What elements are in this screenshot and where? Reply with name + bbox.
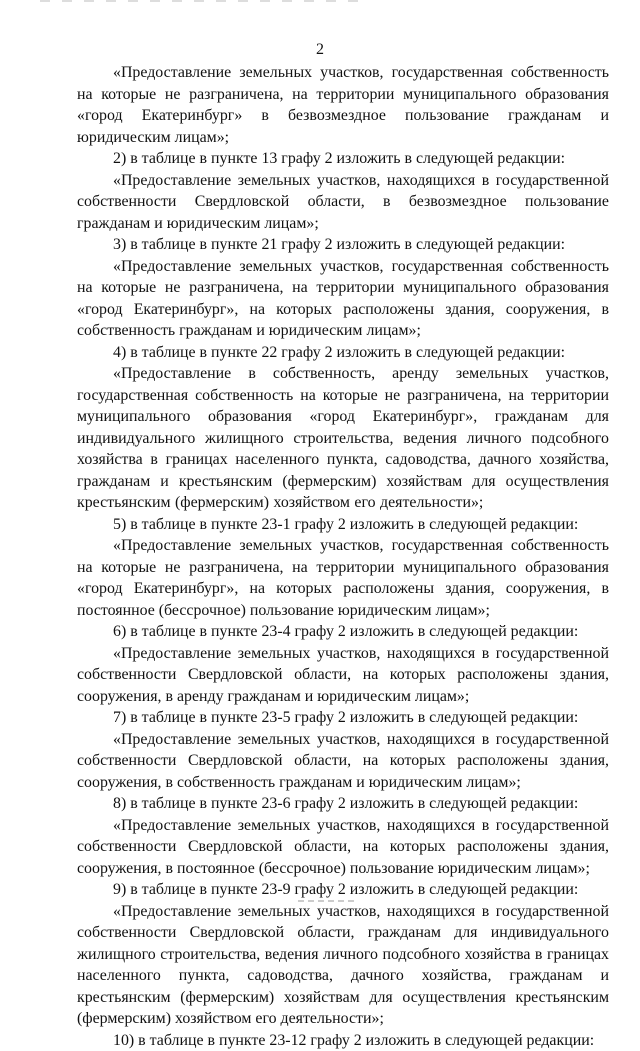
paragraph-quote-3: «Предоставление земельных участков, государственная собственность на которые не разграничена, на территории муниципального образования «город Екатеринбург», на которых расположены здания, сооружения, в собственность гражданам и юридическим лицам»; <box>77 256 609 342</box>
paragraph-item-7: 7) в таблице в пункте 23-5 графу 2 изложить в следующей редакции: <box>77 707 609 729</box>
paragraph-item-8: 8) в таблице в пункте 23-6 графу 2 изложить в следующей редакции: <box>77 793 609 815</box>
paragraph-quote-6: «Предоставление земельных участков, находящихся в государственной собственности Свердловской области, на которых расположены здания, сооружения, в аренду гражданам и юридическим лицам»; <box>77 643 609 708</box>
paragraph-item-10: 10) в таблице в пункте 23-12 графу 2 изложить в следующей редакции: <box>77 1030 609 1051</box>
paragraph-quote-5: «Предоставление земельных участков, государственная собственность на которые не разграничена, на территории муниципального образования «город Екатеринбург», на которых расположены здания, сооружения, в постоянное (бессрочное) пользование юридическим лицам»; <box>77 535 609 621</box>
paragraph-item-3: 3) в таблице в пункте 21 графу 2 изложить в следующей редакции: <box>77 234 609 256</box>
paragraph-quote-9: «Предоставление земельных участков, находящихся в государственной собственности Свердловской области, гражданам для индивидуального жилищного строительства, ведения личного подсобного хозяйства в границах населенного пункта, садоводства, дачного хозяйства, гражданам и крестьянским (фермерским) хозяйствам для осуществления крестьянским (фермерским) хозяйством его деятельности»; <box>77 901 609 1030</box>
page-number: 2 <box>0 40 640 60</box>
paragraph-quote-2: «Предоставление земельных участков, находящихся в государственной собственности Свердловской области, в безвозмездное пользование гражданам и юридическим лицам»; <box>77 170 609 235</box>
scan-artifact-bottom <box>298 900 358 902</box>
paragraph-item-5: 5) в таблице в пункте 23-1 графу 2 изложить в следующей редакции: <box>77 514 609 536</box>
document-body <box>77 62 609 1051</box>
paragraph-item-4: 4) в таблице в пункте 22 графу 2 изложить в следующей редакции: <box>77 342 609 364</box>
paragraph-quote-1: «Предоставление земельных участков, государственная собственность на которые не разграничена, на территории муниципального образования «город Екатеринбург» в безвозмездное пользование гражданам и юридическим лицам»; <box>77 62 609 148</box>
paragraph-item-6: 6) в таблице в пункте 23-4 графу 2 изложить в следующей редакции: <box>77 621 609 643</box>
paragraph-quote-4: «Предоставление в собственность, аренду земельных участков, государственная собственность на которые не разграничена, на территории муниципального образования «город Екатеринбург», гражданам для индивидуального жилищного строительства, ведения личного подсобного хозяйства в границах населенного пункта, садоводства, дачного хозяйства, гражданам и крестьянским (фермерским) хозяйствам для осуществления крестьянским (фермерским) хозяйством его деятельности»; <box>77 363 609 514</box>
paragraph-quote-8: «Предоставление земельных участков, находящихся в государственной собственности Свердловской области, на которых расположены здания, сооружения, в постоянное (бессрочное) пользование юридическим лицам»; <box>77 815 609 880</box>
scan-artifact-top <box>40 0 370 2</box>
paragraph-item-2: 2) в таблице в пункте 13 графу 2 изложить в следующей редакции: <box>77 148 609 170</box>
paragraph-quote-7: «Предоставление земельных участков, находящихся в государственной собственности Свердловской области, на которых расположены здания, сооружения, в собственность гражданам и юридическим лицам»; <box>77 729 609 794</box>
paragraph-item-9: 9) в таблице в пункте 23-9 графу 2 изложить в следующей редакции: <box>77 879 609 901</box>
